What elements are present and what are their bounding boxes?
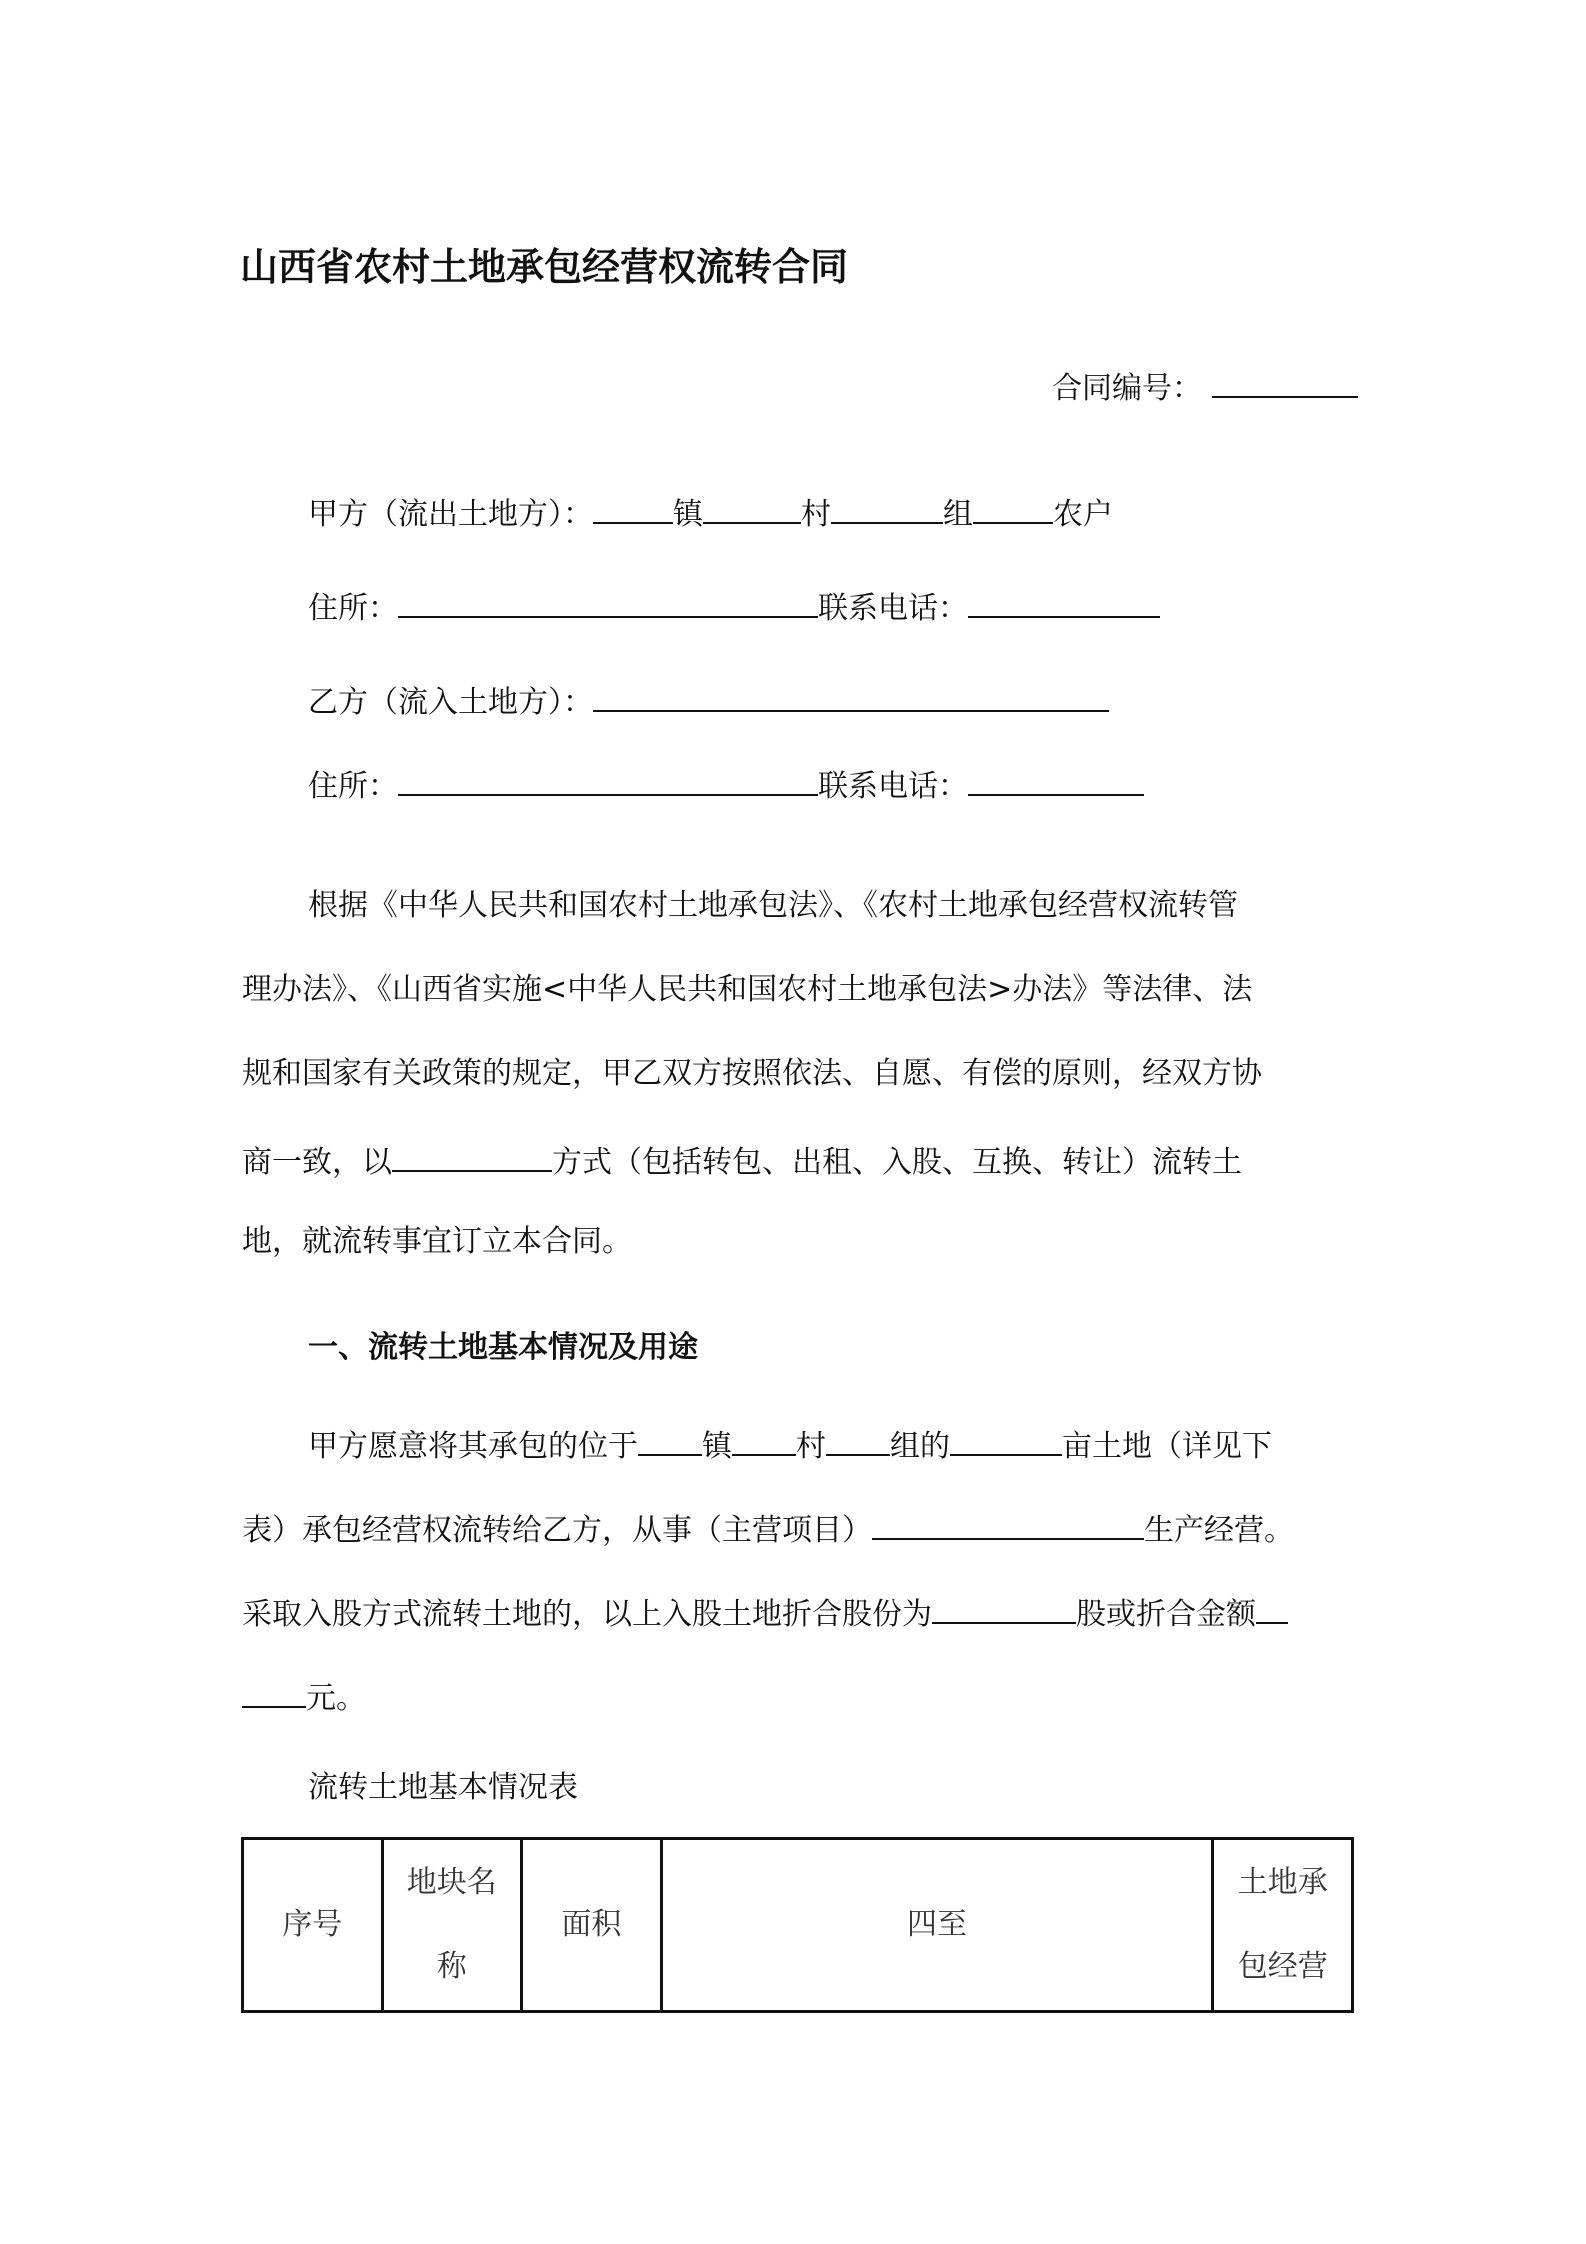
party-a-address-row bbox=[308, 582, 1160, 631]
party-b-name-blank[interactable] bbox=[593, 676, 1109, 712]
land-village-label: 村 bbox=[796, 1429, 826, 1464]
party-a-household-blank[interactable] bbox=[973, 488, 1053, 524]
amount-blank-start[interactable] bbox=[1256, 1588, 1288, 1624]
party-a-town-blank[interactable] bbox=[593, 488, 673, 524]
land-town-label: 镇 bbox=[702, 1429, 732, 1464]
preamble-line-4 bbox=[242, 1136, 1242, 1185]
party-b-label: 乙方（流入土地方）： bbox=[308, 685, 593, 720]
party-b-address-label: 住所： bbox=[308, 769, 398, 804]
party-b-row bbox=[308, 676, 1109, 725]
section-1-p1-start: 甲方愿意将其承包的位于 bbox=[308, 1429, 638, 1464]
party-b-phone-label: 联系电话： bbox=[818, 769, 968, 804]
land-village-blank[interactable] bbox=[732, 1420, 796, 1456]
party-b-address-blank[interactable] bbox=[398, 760, 818, 796]
contract-number-label: 合同编号： bbox=[1052, 371, 1202, 406]
main-project-blank[interactable] bbox=[872, 1504, 1144, 1540]
section-1-p3-start: 采取入股方式流转土地的，以上入股土地折合股份为 bbox=[242, 1597, 932, 1632]
party-b-address-row bbox=[308, 760, 1144, 809]
transfer-method-blank[interactable] bbox=[392, 1136, 552, 1172]
party-a-household-label: 农户 bbox=[1053, 497, 1113, 532]
party-a-row bbox=[308, 488, 1113, 537]
header-cell-area: 面积 bbox=[522, 1839, 662, 2012]
section-1-heading: 一、流转土地基本情况及用途 bbox=[308, 1330, 698, 1365]
party-a-town-label: 镇 bbox=[673, 497, 703, 532]
table-title: 流转土地基本情况表 bbox=[308, 1770, 578, 1805]
party-a-village-blank[interactable] bbox=[703, 488, 801, 524]
section-1-p3-end: 股或折合金额 bbox=[1076, 1597, 1256, 1632]
party-b-phone-blank[interactable] bbox=[968, 760, 1144, 796]
section-1-line-2 bbox=[242, 1504, 1294, 1553]
shares-blank[interactable] bbox=[932, 1588, 1076, 1624]
table-header-row bbox=[243, 1839, 1353, 2012]
preamble-line-4-start: 商一致，以 bbox=[242, 1145, 392, 1180]
party-a-address-label: 住所： bbox=[308, 591, 398, 626]
party-a-label: 甲方（流出土地方）： bbox=[308, 497, 593, 532]
preamble-line-5: 地，就流转事宜订立本合同。 bbox=[242, 1224, 632, 1259]
party-a-phone-blank[interactable] bbox=[968, 582, 1160, 618]
party-a-address-blank[interactable] bbox=[398, 582, 818, 618]
section-1-p4: 元。 bbox=[306, 1681, 366, 1716]
header-cell-index: 序号 bbox=[243, 1839, 383, 2012]
header-cell-boundaries: 四至 bbox=[661, 1839, 1213, 2012]
party-a-village-label: 村 bbox=[801, 497, 831, 532]
document-title: 山西省农村土地承包经营权流转合同 bbox=[240, 245, 849, 289]
land-town-blank[interactable] bbox=[638, 1420, 702, 1456]
land-group-label: 组的 bbox=[890, 1429, 950, 1464]
section-1-line-4 bbox=[242, 1672, 366, 1721]
preamble-line-1: 根据《中华人民共和国农村土地承包法》、《农村土地承包经营权流转管 bbox=[308, 888, 1238, 923]
party-a-phone-label: 联系电话： bbox=[818, 591, 968, 626]
section-1-p2-end: 生产经营。 bbox=[1144, 1513, 1294, 1548]
party-a-group-blank[interactable] bbox=[831, 488, 943, 524]
party-a-group-label: 组 bbox=[943, 497, 973, 532]
section-1-p1-end: 亩土地（详见下 bbox=[1062, 1429, 1272, 1464]
preamble-line-4-end: 方式（包括转包、出租、入股、互换、转让）流转土 bbox=[552, 1145, 1242, 1180]
preamble-line-2: 理办法》、《山西省实施<中华人民共和国农村土地承包法>办法》等法律、法 bbox=[242, 972, 1253, 1007]
preamble-line-3: 规和国家有关政策的规定，甲乙双方按照依法、自愿、有偿的原则，经双方协 bbox=[242, 1056, 1262, 1091]
contract-number-blank[interactable] bbox=[1212, 362, 1358, 398]
land-group-blank[interactable] bbox=[826, 1420, 890, 1456]
section-1-p2-start: 表）承包经营权流转给乙方，从事（主营项目） bbox=[242, 1513, 872, 1548]
land-info-table bbox=[241, 1837, 1354, 2013]
amount-blank-end[interactable] bbox=[242, 1672, 306, 1708]
section-1-line-3 bbox=[242, 1588, 1288, 1637]
section-1-line-1 bbox=[308, 1420, 1272, 1469]
land-area-blank[interactable] bbox=[950, 1420, 1062, 1456]
contract-number-row bbox=[1052, 362, 1358, 411]
header-cell-land-contract: 土地承 包经营 bbox=[1213, 1839, 1353, 2012]
header-cell-plot-name: 地块名 称 bbox=[382, 1839, 522, 2012]
